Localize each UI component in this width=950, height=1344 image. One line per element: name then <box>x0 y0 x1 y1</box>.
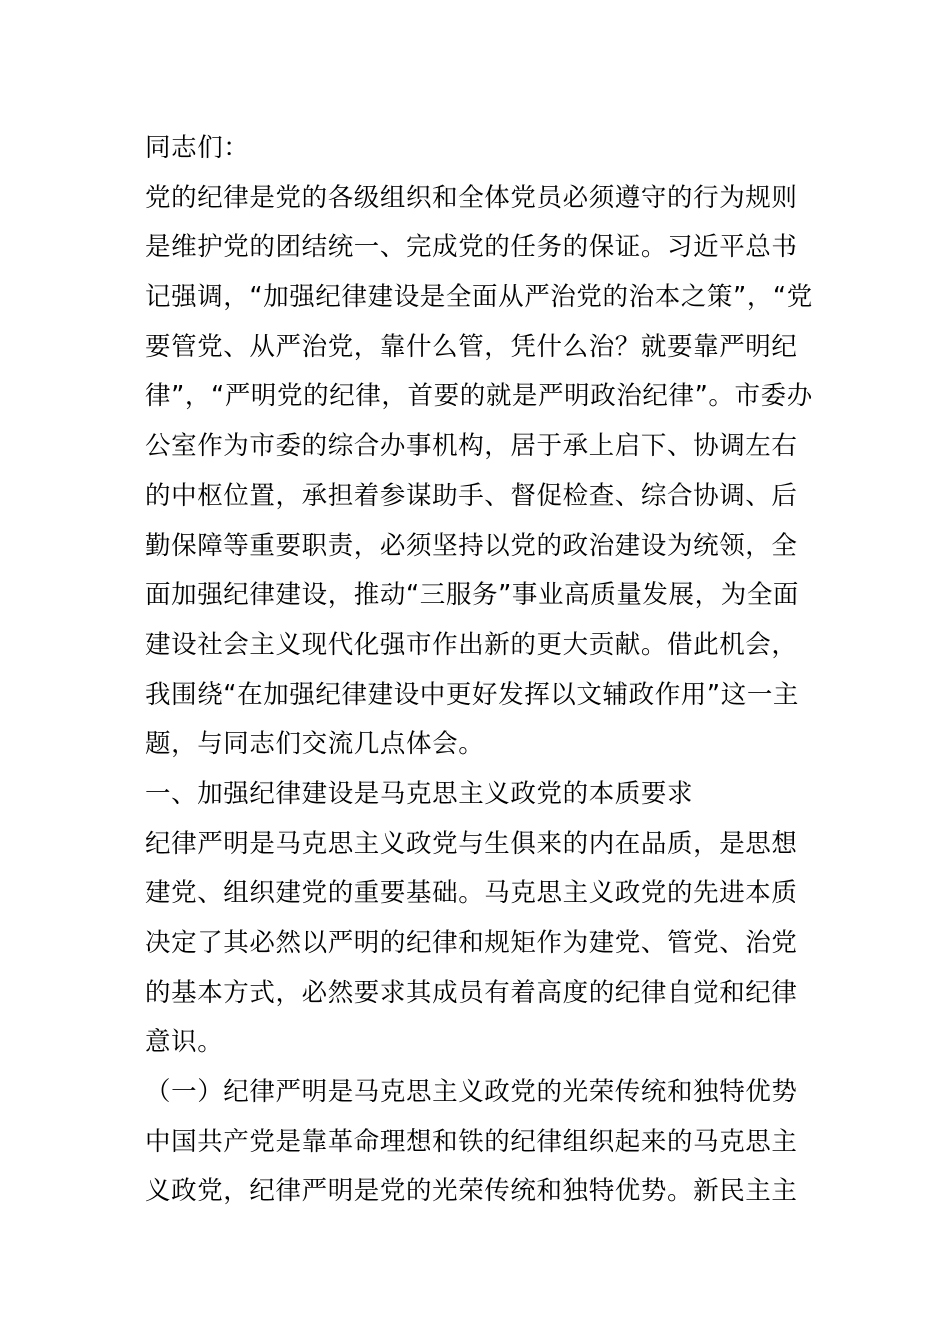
text-line: 记强调，“加强纪律建设是全面从严治党的治本之策”，“党 <box>145 282 813 313</box>
text-line: 中国共产党是靠革命理想和铁的纪律组织起来的马克思主 <box>145 1126 798 1157</box>
text-line: 是维护党的团结统一、完成党的任务的保证。习近平总书 <box>145 232 798 263</box>
subsection-heading-1: （一）纪律严明是马克思主义政党的光荣传统和独特优势 <box>145 1077 798 1108</box>
text-line: 建党、组织建党的重要基础。马克思主义政党的先进本质 <box>145 878 798 909</box>
salutation: 同志们： <box>145 133 250 163</box>
text-line: 义政党，纪律严明是党的光荣传统和独特优势。新民主主 <box>145 1176 798 1207</box>
text-line: 的中枢位置，承担着参谋助手、督促检查、综合协调、后 <box>145 480 798 511</box>
text-line: 我围绕“在加强纪律建设中更好发挥以文辅政作用”这一主 <box>145 679 800 710</box>
text-line: 要管党、从严治党，靠什么管，凭什么治？就要靠严明纪 <box>145 331 798 362</box>
text-line: 建设社会主义现代化强市作出新的更大贡献。借此机会， <box>145 629 798 660</box>
text-line: 意识。 <box>145 1027 224 1058</box>
text-line: 党的纪律是党的各级组织和全体党员必须遵守的行为规则 <box>145 182 798 213</box>
text-line: 面加强纪律建设，推动“三服务”事业高质量发展，为全面 <box>145 580 800 611</box>
section-heading-1: 一、加强纪律建设是马克思主义政党的本质要求 <box>145 778 694 809</box>
text-line: 题，与同志们交流几点体会。 <box>145 729 485 760</box>
text-line: 纪律严明是马克思主义政党与生俱来的内在品质，是思想 <box>145 828 798 859</box>
document-body <box>145 124 813 1217</box>
text-line: 勤保障等重要职责，必须坚持以党的政治建设为统领，全 <box>145 530 798 561</box>
text-line: 公室作为市委的综合办事机构，居于承上启下、协调左右 <box>145 431 798 462</box>
text-line: 决定了其必然以严明的纪律和规矩作为建党、管党、治党 <box>145 928 798 958</box>
text-line: 律”，“严明党的纪律，首要的就是严明政治纪律”。市委办 <box>145 381 813 412</box>
text-line: 的基本方式，必然要求其成员有着高度的纪律自觉和纪律 <box>145 977 798 1008</box>
